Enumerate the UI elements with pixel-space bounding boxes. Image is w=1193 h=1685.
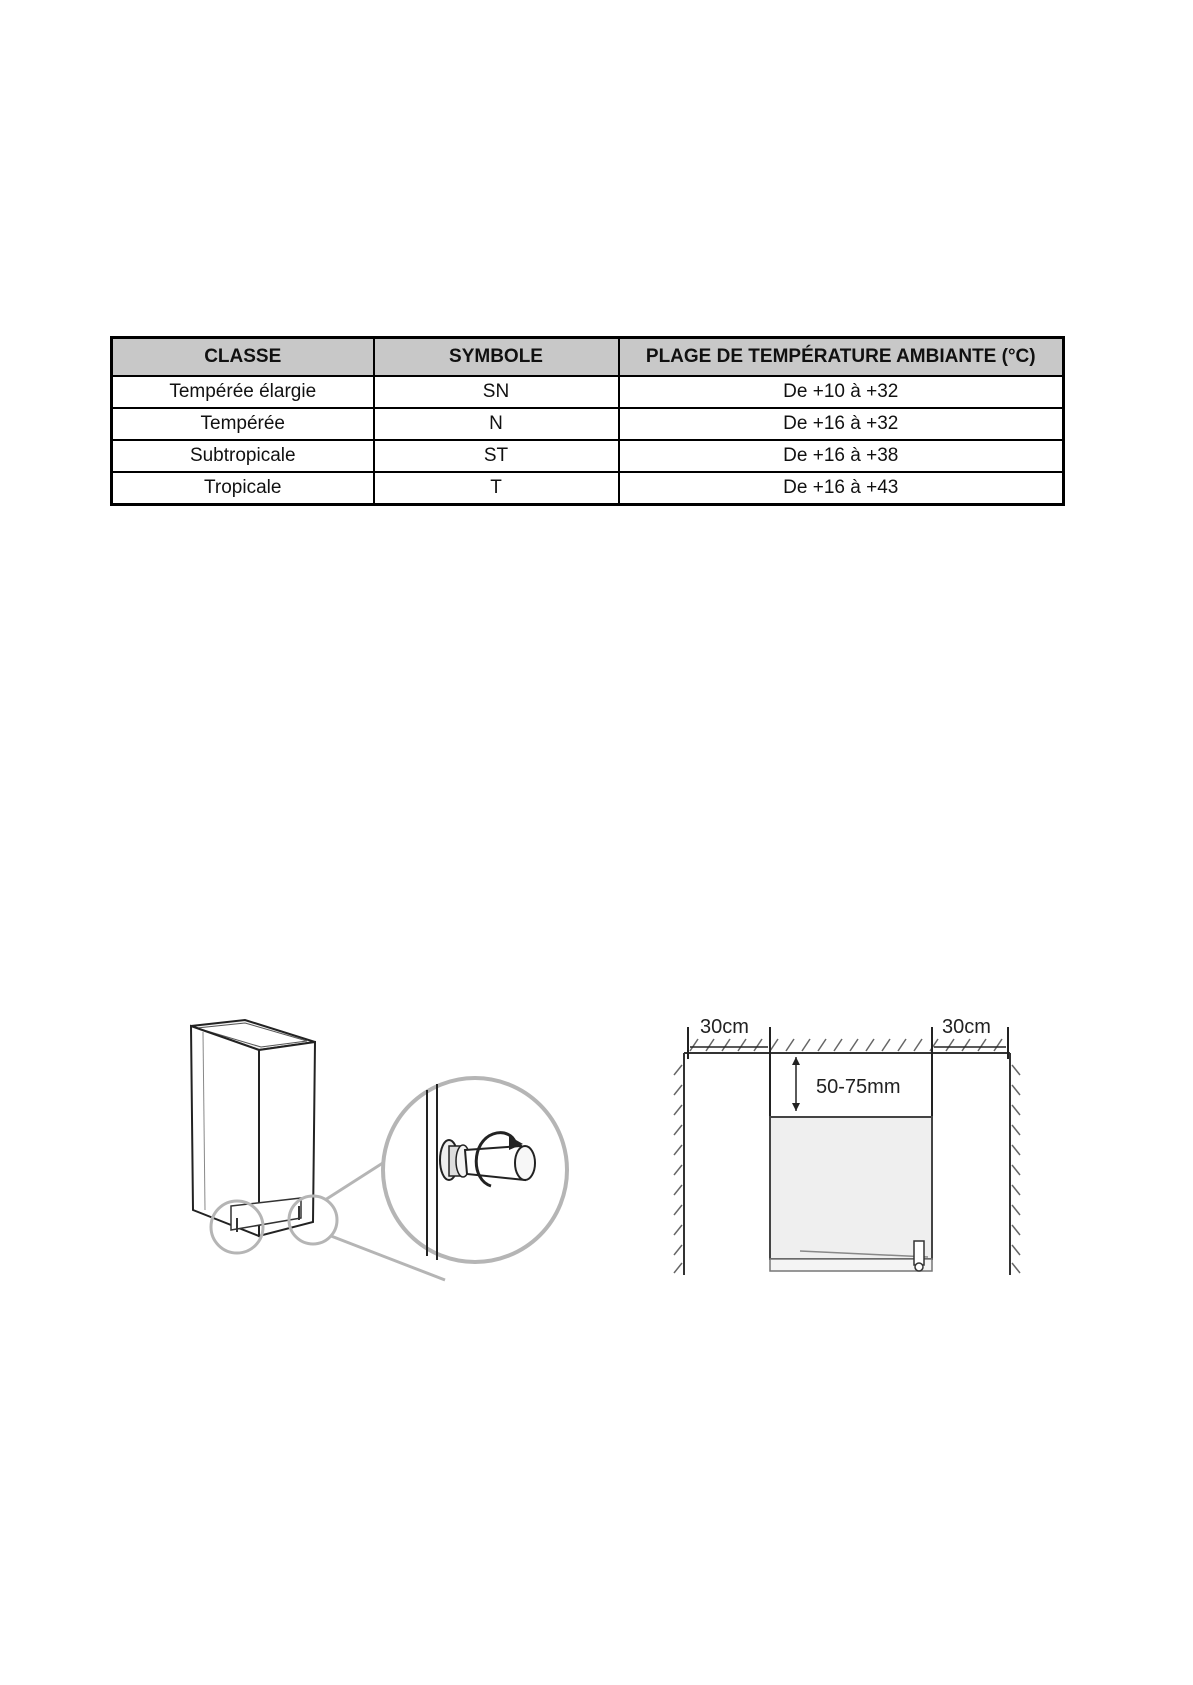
cell-plage: De +16 à +38 (619, 440, 1064, 472)
climate-class-table (110, 336, 1065, 506)
cell-classe: Tempérée élargie (112, 376, 374, 408)
left-gap-label: 30cm (700, 1016, 749, 1038)
cell-classe: Tropicale (112, 472, 374, 505)
leveling-feet-illustration (175, 1010, 615, 1300)
cell-classe: Tempérée (112, 408, 374, 440)
table-row (112, 376, 1064, 408)
header-symbole: SYMBOLE (374, 338, 619, 377)
table-row (112, 440, 1064, 472)
cell-plage: De +10 à +32 (619, 376, 1064, 408)
cell-symbole: N (374, 408, 619, 440)
top-gap-label: 50-75mm (816, 1076, 901, 1098)
header-plage: PLAGE DE TEMPÉRATURE AMBIANTE (°C) (619, 338, 1064, 377)
cell-symbole: SN (374, 376, 619, 408)
cell-plage: De +16 à +32 (619, 408, 1064, 440)
cell-symbole: T (374, 472, 619, 505)
cell-plage: De +16 à +43 (619, 472, 1064, 505)
table-header-row (112, 338, 1064, 377)
header-classe: CLASSE (112, 338, 374, 377)
table-row (112, 408, 1064, 440)
clearance-diagram (670, 1005, 1030, 1290)
cell-classe: Subtropicale (112, 440, 374, 472)
table-row (112, 472, 1064, 505)
cell-symbole: ST (374, 440, 619, 472)
right-gap-label: 30cm (942, 1016, 991, 1038)
